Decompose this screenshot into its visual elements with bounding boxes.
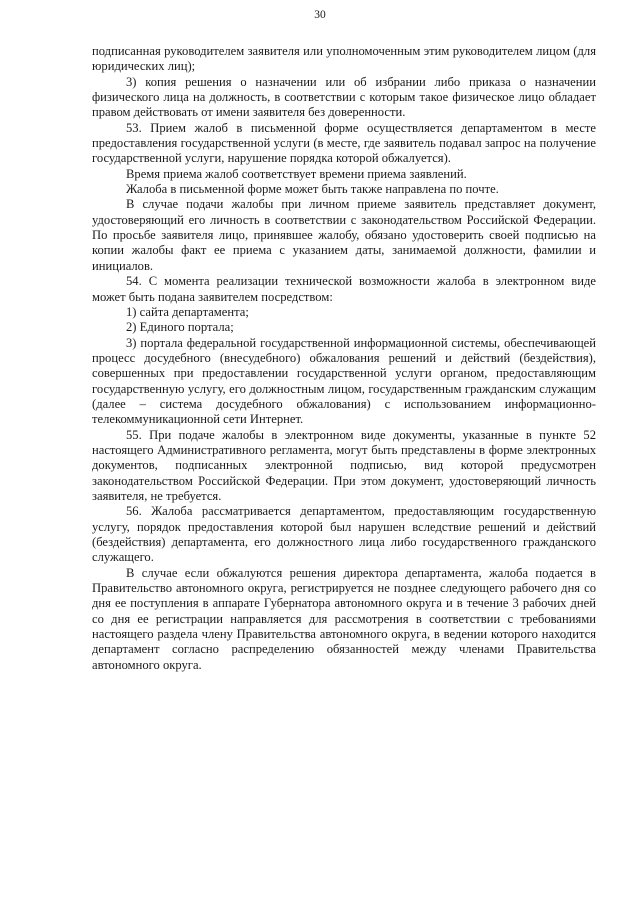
paragraph-mail-submission: Жалоба в письменной форме может быть также направлена по почте. — [126, 182, 499, 197]
paragraph-55-electronic-documents: 55. При подаче жалобы в электронном виде документы, указанные в пункте 52 настоящего Административного регламента, могут быть представлены в форме электронных документов, подписанных электронной подписью, вид которой предусмотрен законодательством Российской Федерации. При этом документ, удостоверяющий личность заявителя, не требуется. — [92, 427, 596, 503]
paragraph-56-complaint-review: 56. Жалоба рассматривается департаментом, предоставляющим государственную услугу, порядок предоставления которой был нарушен вследствие решений и действий (бездействия) департамента, его должностного лица либо государственного гражданского служащего. — [92, 504, 596, 565]
page-number: 30 — [314, 9, 326, 21]
list-item-federal-portal: 3) портала федеральной государственной информационной системы, обеспечивающей процесс досудебного (внесудебного) обжалования решений и действий (бездействия), совершенных при предоставлении государственной услуги органом, предоставляющим государственную услугу, его должностным лицом, государственным гражданским служащим (далее – система досудебного обжалования) с использованием информационно-телекоммуникационной сети Интернет. — [92, 335, 596, 427]
list-item-department-site: 1) сайта департамента; — [126, 304, 249, 319]
paragraph-signature-clause: подписанная руководителем заявителя или уполномоченным этим руководителем лицом (для юридических лиц); — [92, 44, 596, 74]
paragraph-54-electronic-submission: 54. С момента реализации технической возможности жалоба в электронном виде может быть подана заявителем посредством: — [92, 274, 596, 304]
paragraph-reception-time: Время приема жалоб соответствует времени приема заявлений. — [126, 166, 467, 181]
paragraph-item-3-appointment-copy: 3) копия решения о назначении или об избрании либо приказа о назначении физического лица на должность, в соответствии с которым такое физическое лицо обладает правом действовать от имени заявителя без доверенности. — [92, 74, 596, 120]
paragraph-53-written-complaints: 53. Прием жалоб в письменной форме осуществляется департаментом в месте предоставления государственной услуги (в месте, где заявитель подавал запрос на получение государственной услуги, нарушение порядка которой обжалуется). — [92, 120, 596, 166]
list-item-unified-portal: 2) Единого портала; — [126, 320, 234, 335]
document-body — [92, 44, 596, 673]
paragraph-personal-reception: В случае подачи жалобы при личном приеме заявитель представляет документ, удостоверяющий его личность в соответствии с законодательством Российской Федерации. По просьбе заявителя лицо, принявшее жалобу, обязано удостоверить своей подписью на копии жалобы факт ее приема с указанием даты, занимаемой должности, фамилии и инициалов. — [92, 197, 596, 273]
paragraph-director-appeal: В случае если обжалуются решения директора департамента, жалоба подается в Правительство автономного округа, регистрируется не позднее следующего рабочего дня со дня ее поступления в аппарате Губернатора автономного округа и в течение 3 рабочих дней со дня ее регистрации направляется для рассмотрения в соответствии с требованиями настоящего раздела члену Правительства автономного округа, в ведении которого находится департамент согласно распределению обязанностей между членами Правительства автономного округа. — [92, 565, 596, 672]
